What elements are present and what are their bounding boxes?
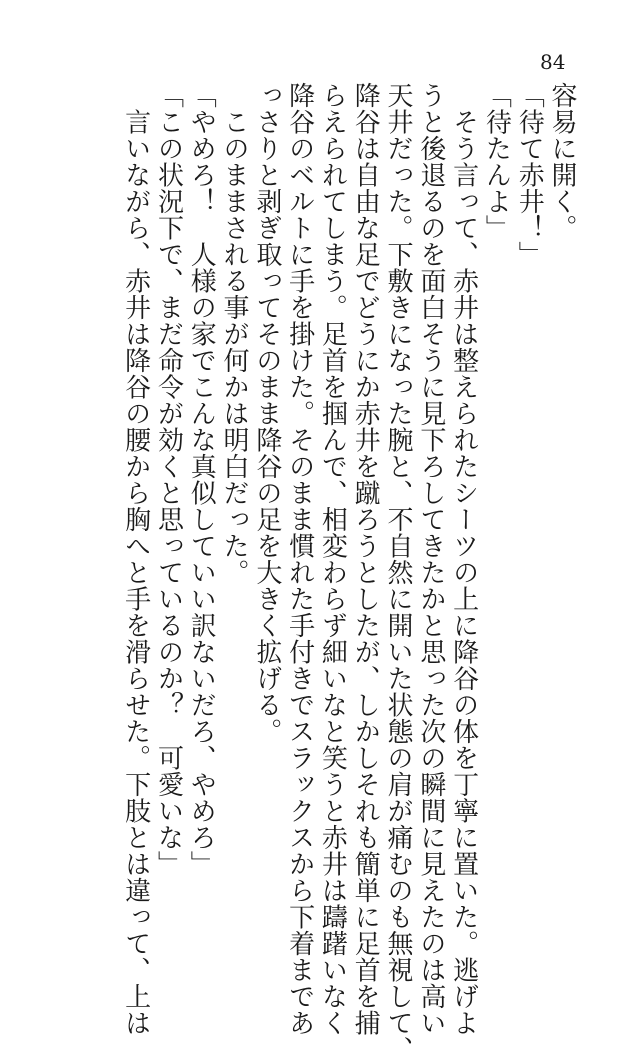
page-number: 84: [540, 50, 566, 74]
text-line-14: 言いながら、赤井は降谷の腰から胸へと手を滑らせた。下肢とは違って、上は: [120, 82, 151, 1036]
text-line-13: 「この状況下で、まだ命令が効くと思っているのか？ 可愛いな」: [153, 82, 184, 877]
text-line-11: このままされる事が何かは明白だった。: [219, 82, 250, 586]
text-line-5: うと後退るのを面白そうに見下ろしてきたかと思った次の瞬間に見えたのは高い: [415, 82, 446, 1036]
text-line-8: らえられてしまう。足首を掴んで、相変わらず細いなと笑うと赤井は躊躇いなく: [317, 82, 348, 1036]
text-line-9: 降谷のベルトに手を掛けた。そのまま慣れた手付きでスラックスから下着まであ: [284, 82, 315, 1036]
vertical-text-block: [119, 82, 578, 1063]
text-line-4: そう言って、赤井は整えられたシーツの上に降谷の体を丁寧に置いた。逃げよ: [448, 82, 479, 1036]
text-line-6: 天井だった。下敷きになった腕と、不自然に開いた状態の肩が痛むのも無視して、: [383, 82, 414, 1063]
text-line-7: 降谷は自由な足でどうにか赤井を蹴ろうとしたが、しかしそれも簡単に足首を捕: [350, 82, 381, 1036]
text-line-2: 「待て赤井！」: [514, 82, 545, 268]
text-line-10: っさりと剥ぎ取ってそのまま降谷の足を大きく拡げる。: [251, 82, 282, 745]
text-line-3: 「待たんよ」: [481, 82, 512, 241]
text-line-1: 容易に開く。: [547, 82, 577, 241]
text-line-12: 「やめろ！ 人様の家でこんな真似していい訳ないだろ、やめろ」: [186, 82, 217, 877]
